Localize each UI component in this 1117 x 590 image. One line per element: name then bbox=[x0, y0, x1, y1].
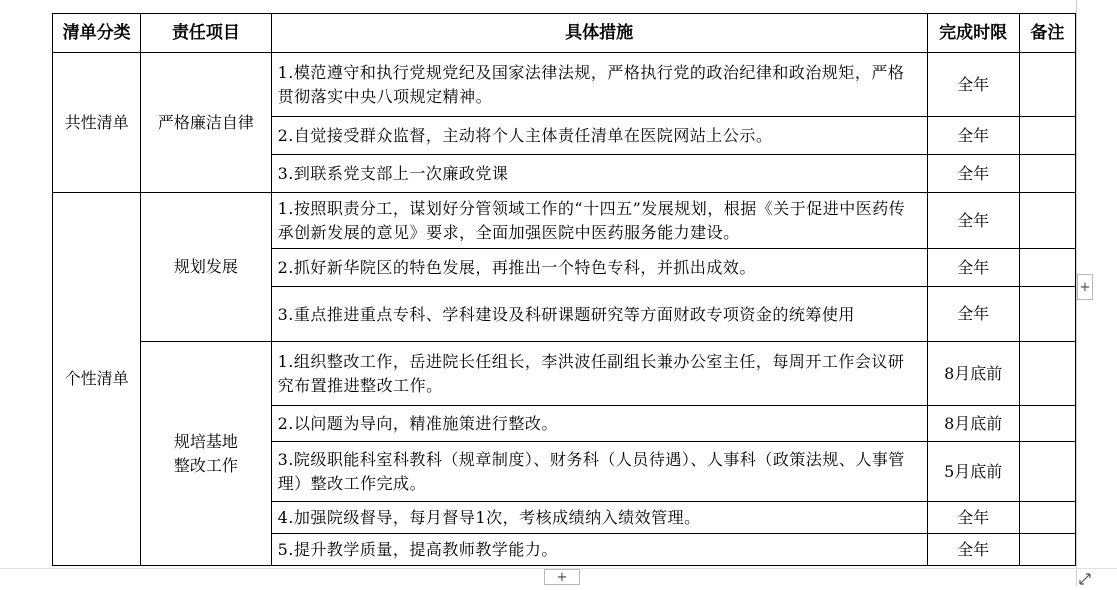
deadline-cell[interactable]: 全年 bbox=[927, 287, 1019, 342]
header-category: 清单分类 bbox=[53, 14, 141, 53]
note-cell[interactable] bbox=[1019, 442, 1075, 502]
deadline-cell[interactable]: 全年 bbox=[927, 193, 1019, 249]
deadline-cell[interactable]: 全年 bbox=[927, 534, 1019, 566]
note-cell[interactable] bbox=[1019, 155, 1075, 193]
header-measure: 具体措施 bbox=[271, 14, 927, 53]
deadline-cell[interactable]: 全年 bbox=[927, 249, 1019, 287]
measure-cell[interactable]: 4.加强院级督导，每月督导1次，考核成绩纳入绩效管理。 bbox=[271, 502, 927, 534]
header-note: 备注 bbox=[1019, 14, 1075, 53]
measure-cell[interactable]: 5.提升教学质量，提高教师教学能力。 bbox=[271, 534, 927, 566]
measure-cell[interactable]: 3.到联系党支部上一次廉政党课 bbox=[271, 155, 927, 193]
deadline-cell[interactable]: 全年 bbox=[927, 53, 1019, 117]
header-deadline: 完成时限 bbox=[927, 14, 1019, 53]
note-cell[interactable] bbox=[1019, 117, 1075, 155]
header-item: 责任项目 bbox=[141, 14, 271, 53]
deadline-cell[interactable]: 8月底前 bbox=[927, 406, 1019, 442]
deadline-cell[interactable]: 全年 bbox=[927, 117, 1019, 155]
note-cell[interactable] bbox=[1019, 342, 1075, 406]
deadline-cell[interactable]: 5月底前 bbox=[927, 442, 1019, 502]
add-column-button[interactable] bbox=[1077, 274, 1093, 300]
note-cell[interactable] bbox=[1019, 249, 1075, 287]
deadline-cell[interactable]: 全年 bbox=[927, 155, 1019, 193]
measure-cell[interactable]: 2.以问题为导向，精准施策进行整改。 bbox=[271, 406, 927, 442]
item-cell[interactable]: 严格廉洁自律 bbox=[141, 53, 271, 193]
plus-icon: + bbox=[556, 569, 568, 585]
note-cell[interactable] bbox=[1019, 53, 1075, 117]
add-row-button[interactable] bbox=[544, 569, 580, 585]
measure-cell[interactable]: 1.组织整改工作，岳进院长任组长，李洪波任副组长兼办公室主任，每周开工作会议研究布置推进整改工作。 bbox=[271, 342, 927, 406]
resize-diagonal-icon[interactable] bbox=[1078, 571, 1092, 584]
item-cell[interactable]: 规培基地 整改工作 bbox=[141, 342, 271, 566]
note-cell[interactable] bbox=[1019, 406, 1075, 442]
measure-cell[interactable]: 2.抓好新华院区的特色发展，再推出一个特色专科，并抓出成效。 bbox=[271, 249, 927, 287]
category-cell[interactable]: 共性清单 bbox=[53, 53, 141, 193]
measure-cell[interactable]: 2.自觉接受群众监督，主动将个人主体责任清单在医院网站上公示。 bbox=[271, 117, 927, 155]
table-header-row bbox=[53, 14, 1076, 53]
plus-icon: + bbox=[1079, 279, 1091, 295]
note-cell[interactable] bbox=[1019, 193, 1075, 249]
deadline-cell[interactable]: 全年 bbox=[927, 502, 1019, 534]
table-row bbox=[53, 53, 1076, 117]
note-cell[interactable] bbox=[1019, 502, 1075, 534]
measure-cell[interactable]: 3.重点推进重点专科、学科建设及科研课题研究等方面财政专项资金的统筹使用 bbox=[271, 287, 927, 342]
measure-cell[interactable]: 3.院级职能科室科教科（规章制度）、财务科（人员待遇）、人事科（政策法规、人事管理）整改工作完成。 bbox=[271, 442, 927, 502]
responsibility-table bbox=[52, 13, 1076, 566]
note-cell[interactable] bbox=[1019, 534, 1075, 566]
item-cell[interactable]: 规划发展 bbox=[141, 193, 271, 342]
measure-cell[interactable]: 1.模范遵守和执行党规党纪及国家法律法规，严格执行党的政治纪律和政治规矩，严格贯彻落实中央八项规定精神。 bbox=[271, 53, 927, 117]
table-row bbox=[53, 193, 1076, 249]
deadline-cell[interactable]: 8月底前 bbox=[927, 342, 1019, 406]
table-row bbox=[53, 342, 1076, 406]
measure-cell[interactable]: 1.按照职责分工，谋划好分管领域工作的“十四五”发展规划，根据《关于促进中医药传承创新发展的意见》要求，全面加强医院中医药服务能力建设。 bbox=[271, 193, 927, 249]
category-cell[interactable]: 个性清单 bbox=[53, 193, 141, 566]
note-cell[interactable] bbox=[1019, 287, 1075, 342]
